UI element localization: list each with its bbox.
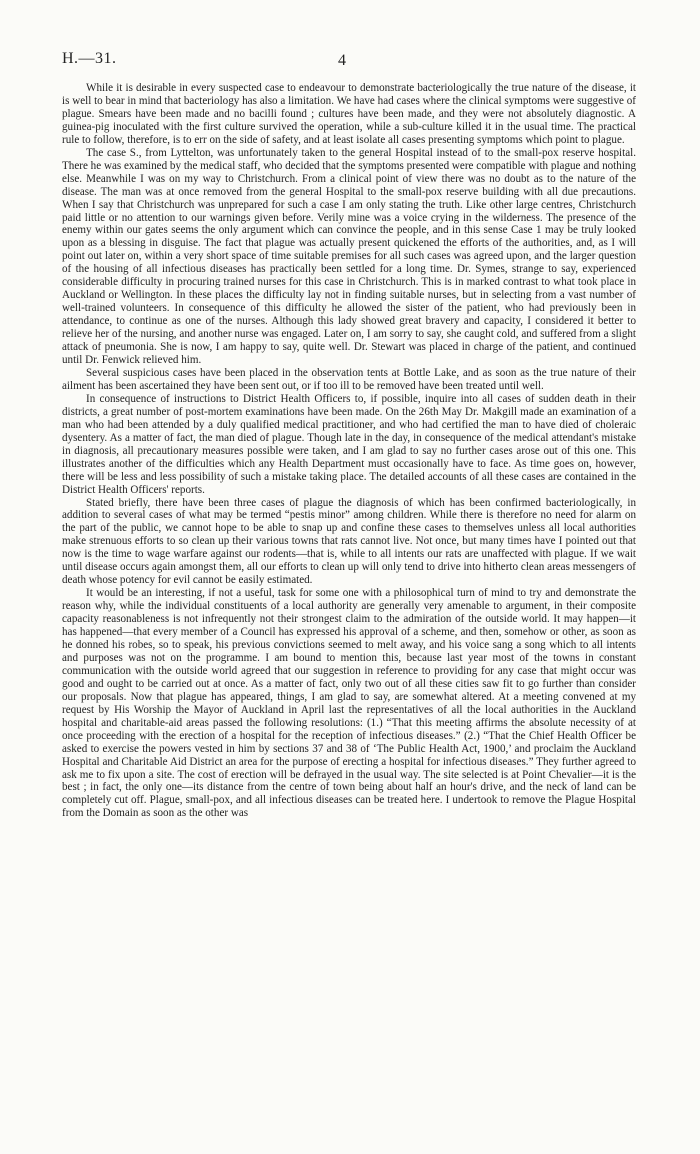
paragraph-post-mortem: In consequence of instructions to District Health Officers to, if possible, inquire into all cases of sudden death in their districts, a great number of post-mortem examinations have been made. On the 26th May Dr. Makgill made an examination of a man who had been attended by a duly qualified medical practitioner, and who had certified the man to have died of choleraic dysentery. As a matter of fact, the man died of plague. Though late in the day, in consequence of the medical attendant's mistake in diagnosis, all precautionary measures possible were taken, and I am glad to say no further cases arose out of this one. This illustrates another of the difficulties which any Health Department must occasionally have to face. As time goes on, however, there will be less and less possibility of such a mistake taking place. The detailed accounts of all these cases are contained in the District Health Officers' reports. bbox=[62, 392, 636, 496]
paragraph-bacteriology-limitation: While it is desirable in every suspected case to endeavour to demonstrate bacteriologically the true nature of the disease, it is well to bear in mind that bacteriology has also a limitation. We have had cases where the clinical symptoms were suggestive of plague. Smears have been made and no bacilli found ; cultures have been made, and they were not absolutely diagnostic. A guinea-pig inoculated with the first culture survived the operation, while a sub-culture killed it in the usual time. The practical rule to follow, therefore, is to err on the side of safety, and at least isolate all cases presenting symptoms which point to plague. bbox=[62, 82, 636, 146]
document-reference: H.—31. bbox=[62, 50, 117, 67]
paragraph-summary: Stated briefly, there have been three cases of plague the diagnosis of which has been confirmed bacteriologically, in addition to several cases of what may be termed “pestis minor” among children. While there is therefore no need for alarm on the part of the public, we cannot hope to be able to snap up and confine these cases to themselves unless all local authorities make strenuous efforts to so clean up their various towns that rats cannot live. Not once, but many times have I pointed out that now is the time to wage warfare against our rodents—that is, while to all intents our rats are unaffected with plague. If we wait until disease occurs again amongst them, all our efforts to clean up will only tend to drive into hitherto clean areas messengers of death whose potency for evil cannot be easily estimated. bbox=[62, 496, 636, 587]
page-number: 4 bbox=[338, 52, 346, 69]
body-text bbox=[62, 82, 636, 820]
paragraph-lyttelton-case: The case S., from Lyttelton, was unfortunately taken to the general Hospital instead of to the small-pox reserve hospital. There he was examined by the medical staff, who decided that the symptoms presented were compatible with plague and nothing else. Meanwhile I was on my way to Christchurch. From a clinical point of view there was no doubt as to the nature of the disease. The man was at once removed from the general Hospital to the small-pox reserve building with all due precautions. When I say that Christchurch was unprepared for such a case I am only stating the truth. Like other large centres, Christchurch paid little or no attention to our warnings given before. Verily mine was a voice crying in the wilderness. The presence of the enemy within our gates seems the only argument which can convince the people, and in this sense Case 1 may be truly looked upon as a blessing in disguise. The fact that plague was actually present quickened the efforts of the authorities, and, as I will point out later on, within a very short space of time suitable premises for all such cases was agreed upon, and the larger question of the housing of all infectious diseases has practically been settled for a long time. Dr. Symes, strange to say, experienced considerable difficulty in procuring trained nurses for this case in Christchurch. This is in marked contrast to what took place in Auckland or Wellington. In these places the difficulty lay not in finding suitable nurses, but in selecting from a vast number of well-trained volunteers. In consequence of this difficulty he allowed the sister of the patient, who had previously been in attendance, to continue as one of the nurses. Although this lady showed great bravery and capacity, I considered it better to relieve her of the nursing, and another nurse was engaged. Later on, I am sorry to say, she caught cold, and suffered from a slight attack of pneumonia. She is now, I am happy to say, quite well. Dr. Stewart was placed in charge of the patient, and continued until Dr. Fenwick relieved him. bbox=[62, 146, 636, 367]
page-header bbox=[62, 50, 638, 72]
paragraph-bottle-lake: Several suspicious cases have been placed in the observation tents at Bottle Lake, and as soon as the true nature of their ailment has been ascertained they have been sent out, or if too ill to be removed have been treated until well. bbox=[62, 366, 636, 392]
paragraph-local-authority: It would be an interesting, if not a useful, task for some one with a philosophical turn of mind to try and demonstrate the reason why, while the individual constituents of a local authority are generally very amenable to argument, in their composite capacity reasonableness is not infrequently not their strongest claim to the admiration of the outside world. It may happen—it has happened—that every member of a Council has expressed his approval of a scheme, and then, somehow or other, as soon as he donned his robes, so to speak, his previous convictions seemed to melt away, and his voice sang a song which to all intents and purposes was not on the programme. I am bound to mention this, because last year most of the towns in constant communication with the outside world agreed that our suggestion in reference to providing for any case that might occur was good and ought to be carried out at once. As a matter of fact, only two out of all these cities saw fit to go further than consider our proposals. Now that plague has appeared, things, I am glad to say, are somewhat altered. At a meeting convened at my request by His Worship the Mayor of Auckland in April last the representatives of all the local authorities in the Auckland hospital and charitable-aid areas passed the following resolutions: (1.) “That this meeting affirms the absolute necessity of at once proceeding with the erection of a hospital for the reception of infectious diseases.” (2.) “That the Chief Health Officer be asked to exercise the powers vested in him by sections 37 and 38 of ‘The Public Health Act, 1900,’ and proclaim the Auckland Hospital and Charitable Aid District an area for the purpose of erecting a hospital for infectious diseases.” They further agreed to ask me to fix upon a site. The cost of erection will be defrayed in the usual way. The site selected is at Point Chevalier—it is the best ; in fact, the only one—its distance from the centre of town being about half an hour's drive, and the neck of land can be completely cut off. Plague, small-pox, and all infectious diseases can be treated here. I undertook to remove the Plague Hospital from the Domain as soon as the other was bbox=[62, 587, 636, 820]
